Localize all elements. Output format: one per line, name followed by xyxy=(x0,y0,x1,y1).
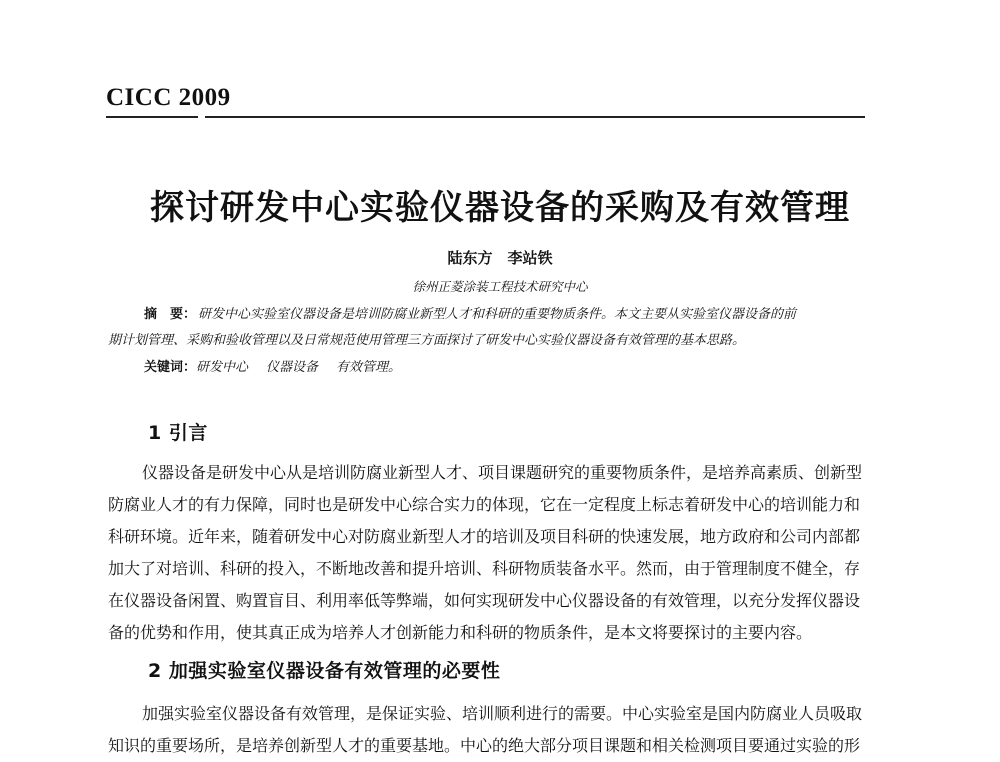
keywords-label: 关键词： xyxy=(144,360,197,375)
paragraph-line: 备的优势和作用，使其真正成为培养人才创新能力和科研的物质条件，是本文将要探讨的主要内容。 xyxy=(108,623,813,642)
conference-header-label: CICC 2009 xyxy=(106,84,231,111)
abstract-line xyxy=(108,302,904,328)
paragraph-line: 加强实验室仪器设备有效管理，是保证实验、培训顺利进行的需要。中心实验室是国内防腐业人员吸取 xyxy=(142,704,863,723)
paragraph-line: 科研环境。近年来，随着研发中心对防腐业新型人才的培训及项目科研的快速发展，地方政府和公司内部都 xyxy=(108,527,861,546)
section-heading-introduction: 1 引言 xyxy=(148,422,208,444)
keyword-item: 仪器设备 xyxy=(266,360,319,375)
header-rule-long xyxy=(205,116,865,118)
abstract-text: 研发中心实验室仪器设备是培训防腐业新型人才和科研的重要物质条件。本文主要从实验室仪器设备的前 xyxy=(198,307,797,322)
keyword-item: 有效管理。 xyxy=(336,360,402,375)
paragraph-line: 加大了对培训、科研的投入，不断地改善和提升培训、科研物质装备水平。然而，由于管理制度不健全，存 xyxy=(108,559,861,578)
paragraph-line: 仪器设备是研发中心从是培训防腐业新型人才、项目课题研究的重要物质条件，是培养高素质、创新型 xyxy=(142,463,863,482)
header-rule-short xyxy=(106,116,198,118)
keywords-block xyxy=(144,358,419,378)
article-affiliation: 徐州正菱涂装工程技术研究中心 xyxy=(412,279,588,294)
section-heading-necessity: 2 加强实验室仪器设备有效管理的必要性 xyxy=(148,660,501,682)
paragraph-line: 知识的重要场所，是培养创新型人才的重要基地。中心的绝大部分项目课题和相关检测项目要通过实验的形 xyxy=(108,736,861,755)
abstract-label: 摘 要： xyxy=(144,307,197,322)
abstract-line: 期计划管理、采购和验收管理以及日常规范使用管理三方面探讨了研发中心实验仪器设备有效管理的基本思路。 xyxy=(108,333,746,348)
article-title: 探讨研发中心实验仪器设备的采购及有效管理 xyxy=(150,188,850,228)
paragraph-line: 在仪器设备闲置、购置盲目、利用率低等弊端，如何实现研发中心仪器设备的有效管理，以充分发挥仪器设 xyxy=(108,591,861,610)
paragraph-line: 防腐业人才的有力保障，同时也是研发中心综合实力的体现，它在一定程度上标志着研发中心的培训能力和 xyxy=(108,495,861,514)
keyword-item: 研发中心 xyxy=(196,360,249,375)
section-paragraph-introduction xyxy=(108,457,908,649)
article-authors: 陆东方 李站铁 xyxy=(447,249,553,267)
abstract-block xyxy=(108,302,904,354)
section-paragraph-necessity xyxy=(108,698,908,762)
